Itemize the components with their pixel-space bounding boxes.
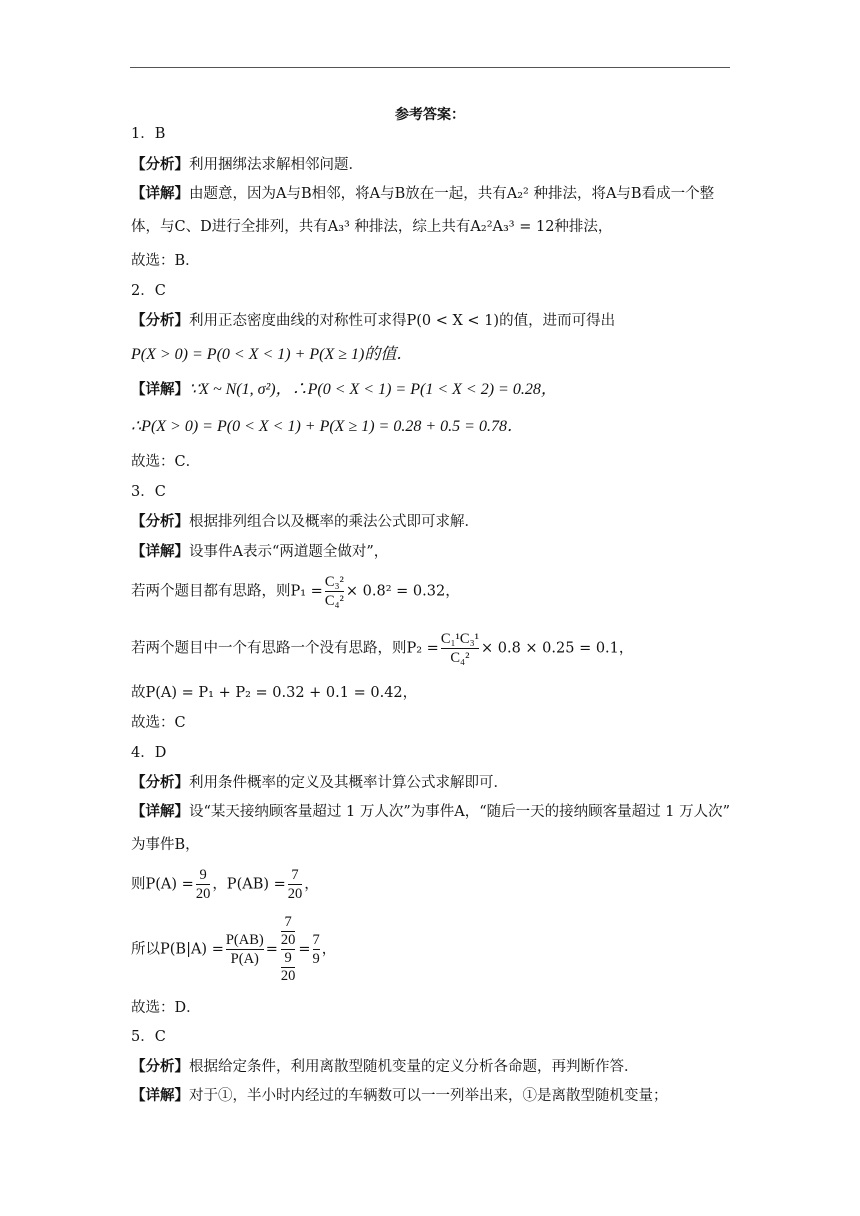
detail-3-case-1	[131, 573, 460, 610]
denominator: 20	[195, 886, 211, 902]
detail-3-case-2	[131, 630, 633, 667]
analysis-2-formula: P(X > 0) = P(0 < X < 1) + P(X ≥ 1)的值．	[131, 346, 413, 363]
detail-text: ∵X ~ N(1, σ²)，∴P(0 < X < 1) = P(1 < X < 2) = 0.28，	[189, 381, 557, 398]
detail-text: 对于①，半小时内经过的车辆数可以一一列举出来，①是离散型随机变量；	[189, 1088, 668, 1104]
fraction	[441, 630, 479, 667]
numerator: 7	[312, 932, 320, 948]
answer-4: 4．D	[131, 745, 167, 761]
punctuation: ，	[321, 941, 337, 958]
analysis-5	[131, 1057, 639, 1077]
fraction	[196, 866, 211, 903]
denominator: 20	[280, 968, 296, 984]
denominator: 20	[280, 932, 296, 948]
analysis-3	[131, 512, 479, 532]
denominator: C₄²	[324, 593, 344, 609]
cond-label: 所以P(B|A) =	[131, 941, 224, 958]
analysis-text: 利用捆绑法求解相邻问题．	[189, 157, 363, 173]
case-result: × 0.8² = 0.32，	[345, 583, 460, 600]
answer-1: 1．B	[131, 126, 166, 142]
detail-2	[131, 380, 557, 400]
fraction	[226, 931, 264, 968]
numerator: 7	[291, 867, 299, 883]
choice-2: 故选：C．	[131, 454, 201, 470]
equals: =	[298, 941, 311, 958]
answer-5: 5．C	[131, 1029, 166, 1045]
detail-tag: 【详解】	[131, 804, 189, 820]
analysis-text: 利用正态密度曲线的对称性可求得P(0 < X < 1)的值，进而可得出	[189, 313, 616, 329]
fraction	[325, 573, 344, 610]
fraction	[313, 931, 320, 968]
prob-label: ，P(AB) =	[212, 876, 286, 893]
case-result: × 0.8 × 0.25 = 0.1，	[480, 640, 634, 657]
detail-tag: 【详解】	[131, 1088, 189, 1104]
denominator: P(A)	[226, 949, 264, 968]
detail-3	[131, 542, 388, 562]
analysis-tag: 【分析】	[131, 313, 189, 329]
choice-1: 故选：B．	[131, 253, 200, 269]
analysis-2	[131, 311, 615, 331]
analysis-tag: 【分析】	[131, 775, 189, 791]
analysis-1	[131, 155, 363, 175]
detail-3-total: 故P(A) = P₁ + P₂ = 0.32 + 0.1 = 0.42，	[131, 685, 418, 701]
numerator: C₁¹C₃¹	[440, 631, 479, 647]
detail-5	[131, 1086, 668, 1106]
detail-tag: 【详解】	[131, 544, 189, 560]
detail-4	[131, 796, 731, 862]
detail-text: 设“某天接纳顾客量超过 1 万人次”为事件A，“随后一天的接纳顾客量超过 1 万人次” 为事件B，	[131, 804, 731, 853]
denominator: C₄²	[441, 648, 479, 667]
choice-4: 故选：D．	[131, 1000, 201, 1016]
numerator: 7	[281, 914, 296, 932]
compound-numerator	[281, 914, 296, 950]
numerator: P(AB)	[225, 932, 264, 948]
denominator: 9	[312, 951, 320, 967]
detail-1	[131, 178, 731, 244]
detail-text: 由题意，因为A与B相邻，将A与B放在一起，共有A₂² 种排法，将A与B看成一个整体，与C、D进行全排列，共有A₃³ 种排法，综上共有A₂²A₃³ = 12种排法，	[131, 186, 715, 235]
page-title: 参考答案：	[395, 107, 465, 123]
numerator: 9	[199, 867, 207, 883]
numerator: C₃²	[324, 574, 344, 590]
equals: =	[265, 941, 278, 958]
detail-text: 设事件A表示“两道题全做对”，	[189, 544, 389, 560]
choice-3: 故选：C	[131, 715, 186, 731]
numerator: 9	[281, 950, 296, 968]
answer-2: 2．C	[131, 283, 166, 299]
detail-tag: 【详解】	[131, 186, 189, 202]
punctuation: ，	[304, 876, 319, 893]
detail-4-probabilities	[131, 866, 319, 903]
analysis-4	[131, 773, 508, 793]
case-text: 若两个题目中一个有思路一个没有思路，则P₂ =	[131, 640, 439, 657]
analysis-text: 利用条件概率的定义及其概率计算公式求解即可．	[189, 775, 508, 791]
header-rule	[130, 67, 730, 68]
case-text: 若两个题目都有思路，则P₁ =	[131, 583, 323, 600]
fraction	[288, 866, 303, 903]
compound-fraction	[281, 914, 296, 985]
detail-4-conditional	[131, 914, 336, 985]
analysis-tag: 【分析】	[131, 514, 189, 530]
detail-tag: 【详解】	[131, 382, 189, 398]
compound-denominator	[281, 950, 296, 985]
analysis-text: 根据给定条件，利用离散型随机变量的定义分析各命题，再判断作答．	[189, 1059, 639, 1075]
answer-3: 3．C	[131, 484, 166, 500]
analysis-tag: 【分析】	[131, 1059, 189, 1075]
detail-2-result: ∴P(X > 0) = P(0 < X < 1) + P(X ≥ 1) = 0.28 + 0.5 = 0.78．	[131, 418, 523, 435]
analysis-tag: 【分析】	[131, 157, 189, 173]
analysis-text: 根据排列组合以及概率的乘法公式即可求解．	[189, 514, 479, 530]
denominator: 20	[287, 886, 303, 902]
prob-label: 则P(A) =	[131, 876, 194, 893]
